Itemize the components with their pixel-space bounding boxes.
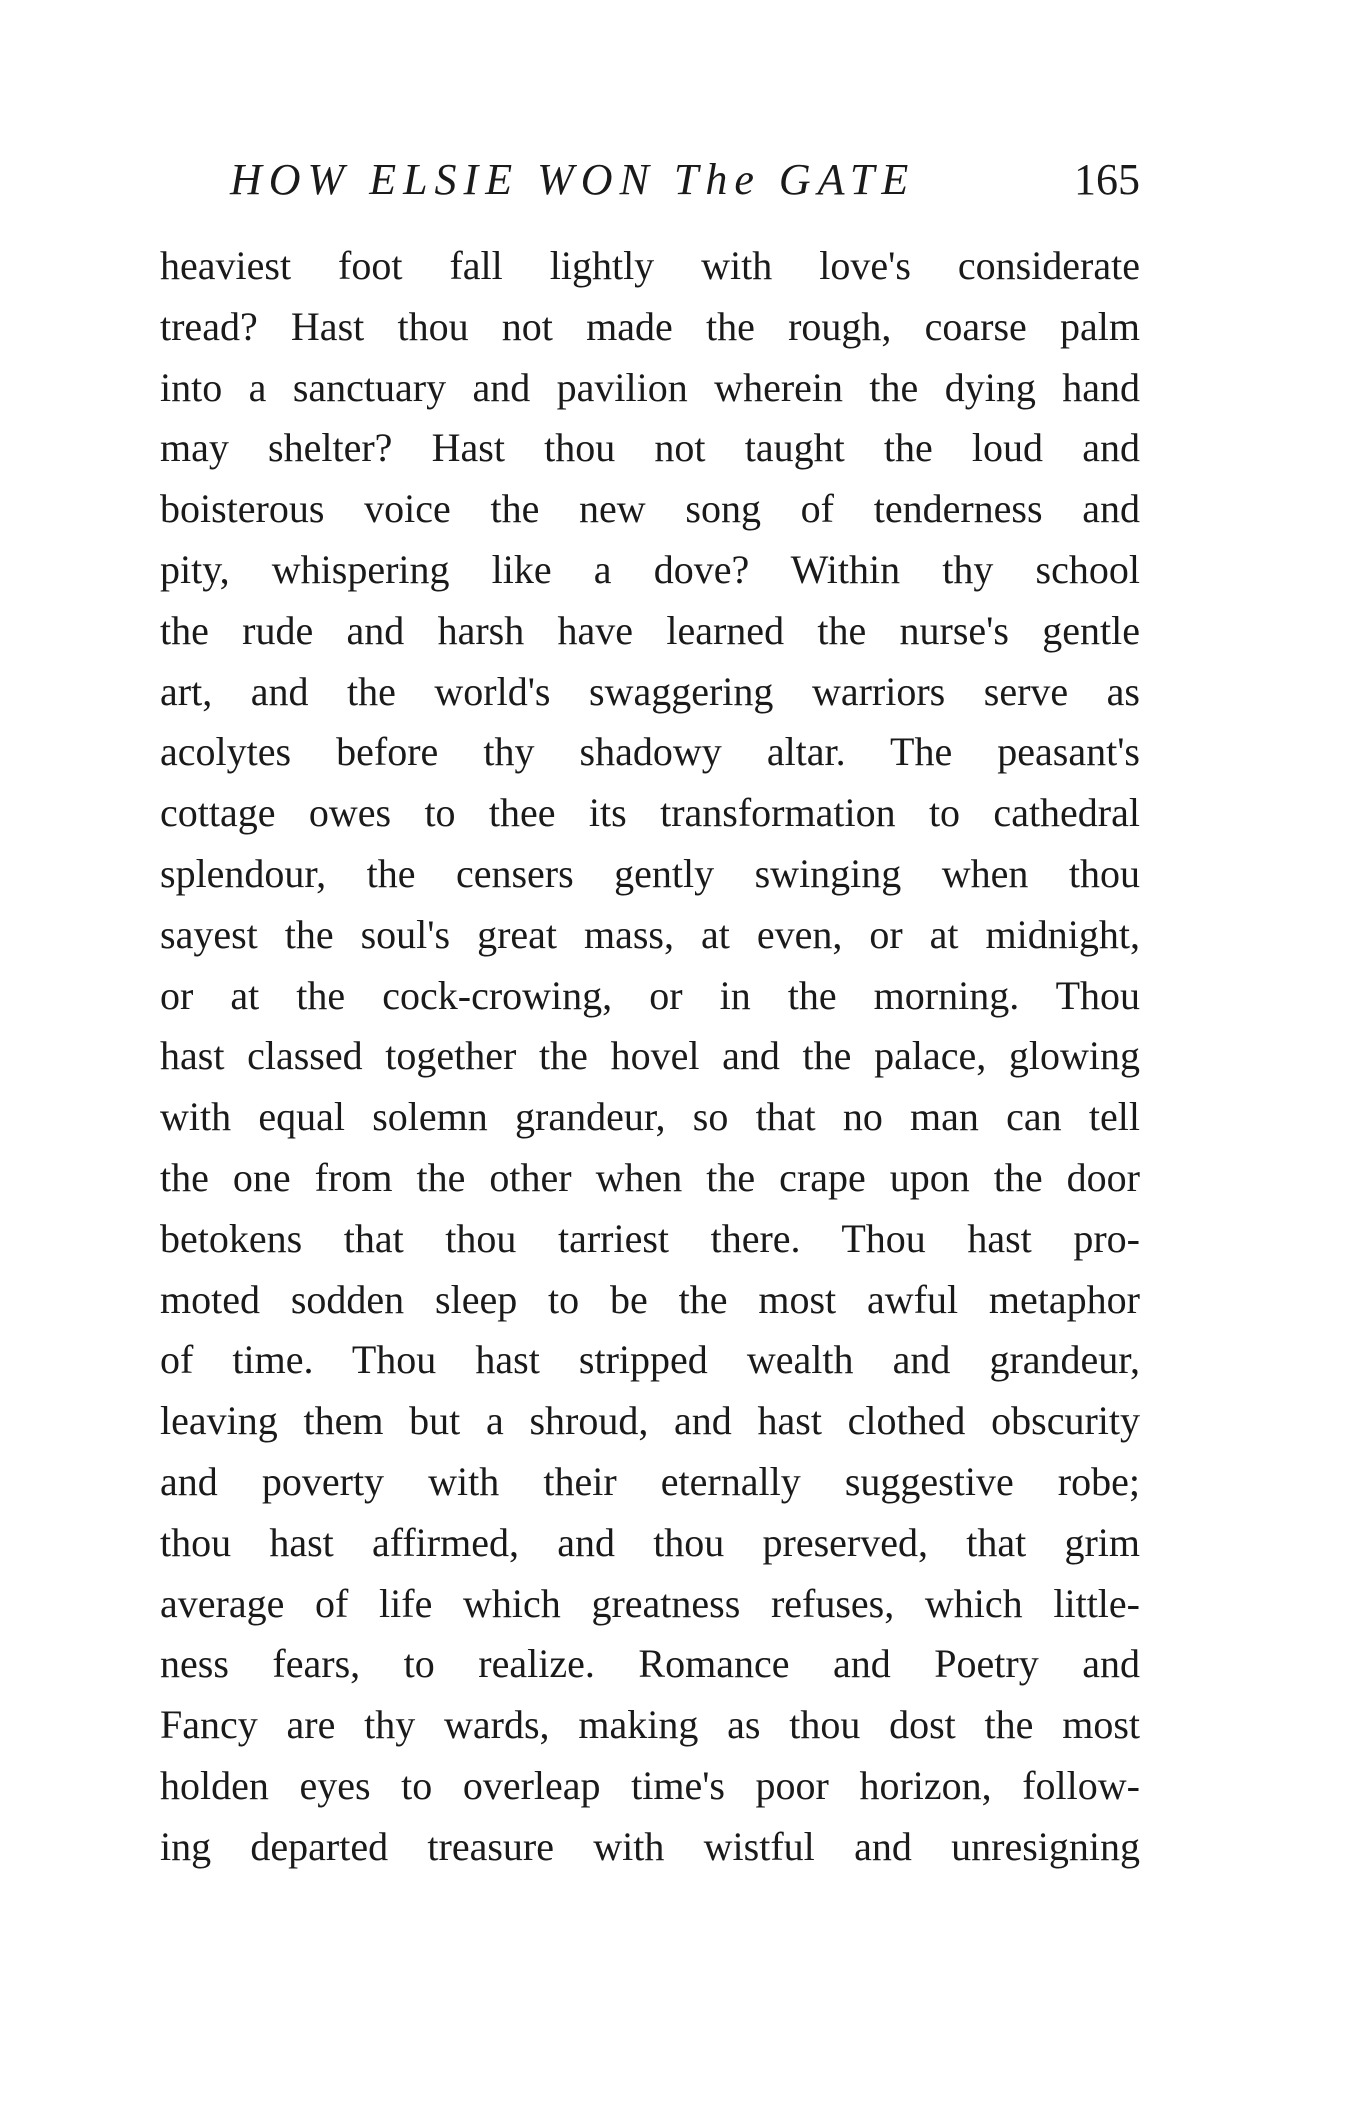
text-line: or at the cock-crowing, or in the morning. Thou xyxy=(160,972,1140,1018)
text-line: splendour, the censers gently swinging when thou xyxy=(160,850,1140,896)
text-line: leaving them but a shroud, and hast clothed obscurity xyxy=(160,1398,1140,1444)
text-line: of time. Thou hast stripped wealth and grandeur, xyxy=(160,1337,1140,1383)
text-line: ing departed treasure with wistful and unresigning xyxy=(160,1823,1140,1869)
text-line: thou hast affirmed, and thou preserved, that grim xyxy=(160,1519,1140,1565)
text-line: Fancy are thy wards, making as thou dost the most xyxy=(160,1702,1140,1748)
text-line: into a sanctuary and pavilion wherein the dying hand xyxy=(160,364,1140,410)
text-line: tread? Hast thou not made the rough, coarse palm xyxy=(160,303,1140,349)
text-line: and poverty with their eternally suggestive robe; xyxy=(160,1458,1140,1504)
text-line: boisterous voice the new song of tenderness and xyxy=(160,486,1140,532)
text-line: the rude and harsh have learned the nurse's gentle xyxy=(160,607,1140,653)
text-line: the one from the other when the crape upon the door xyxy=(160,1154,1140,1200)
text-line: average of life which greatness refuses, which little- xyxy=(160,1580,1140,1626)
text-line: ness fears, to realize. Romance and Poetry and xyxy=(160,1641,1140,1687)
text-line: sayest the soul's great mass, at even, or at midnight, xyxy=(160,911,1140,957)
running-head xyxy=(160,150,1140,210)
text-line: with equal solemn grandeur, so that no man can tell xyxy=(160,1094,1140,1140)
text-line: hast classed together the hovel and the palace, glowing xyxy=(160,1033,1140,1079)
text-line: may shelter? Hast thou not taught the loud and xyxy=(160,425,1140,471)
text-line: cottage owes to thee its transformation to cathedral xyxy=(160,790,1140,836)
body-text xyxy=(160,236,1140,1878)
text-line: holden eyes to overleap time's poor horizon, follow- xyxy=(160,1762,1140,1808)
text-line: art, and the world's swaggering warriors serve as xyxy=(160,668,1140,714)
running-title: HOW ELSIE WON The GATE xyxy=(230,155,916,204)
text-line: moted sodden sleep to be the most awful metaphor xyxy=(160,1276,1140,1322)
text-line: pity, whispering like a dove? Within thy school xyxy=(160,546,1140,592)
text-line: acolytes before thy shadowy altar. The peasant's xyxy=(160,729,1140,775)
page-number: 165 xyxy=(1074,155,1140,204)
text-line: betokens that thou tarriest there. Thou hast pro- xyxy=(160,1215,1140,1261)
text-line: heaviest foot fall lightly with love's considerate xyxy=(160,243,1140,288)
